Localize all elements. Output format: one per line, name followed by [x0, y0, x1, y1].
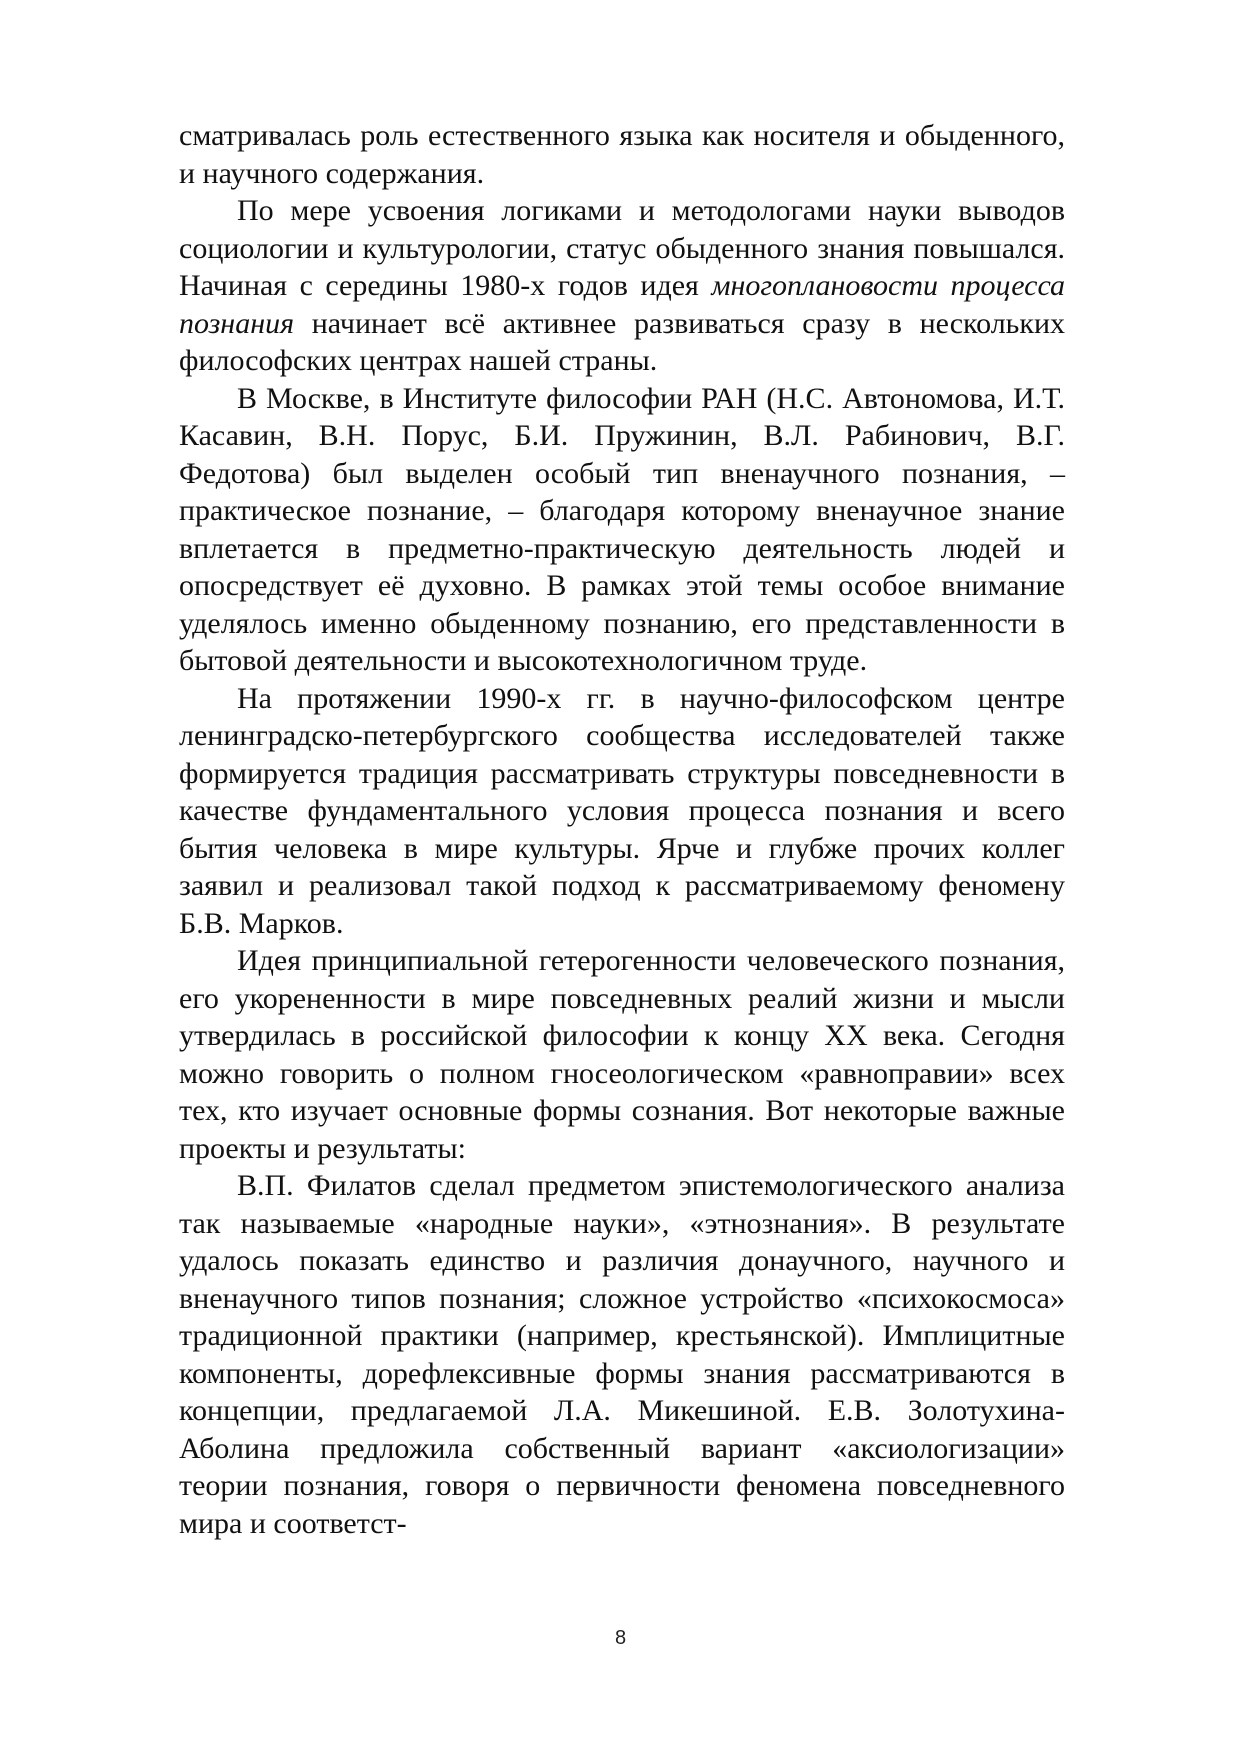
paragraph-3: В Москве, в Институте философии РАН (Н.С. Автономова, И.Т. Касавин, В.Н. Порус, Б.И. Пружинин, В.Л. Рабинович, В.Г. Федотова) был выделен особый тип вненаучного познания, – практическое познание, – благодаря которому вненаучное знание вплетается в предметно-практическую деятельность людей и опосредствует её духовно. В рамках этой темы особое внимание уделялось именно обыденному познанию, его представленности в бытовой деятельности и высокотехнологичном труде.: [179, 381, 1065, 677]
page-number: 8: [614, 1627, 627, 1649]
body-text: [179, 117, 1065, 1542]
paragraph-5: Идея принципиальной гетерогенности человеческого познания, его укорененности в мире повседневных реалий жизни и мысли утвердилась в российской философии к концу XX века. Сегодня можно говорить о полном гносеологическом «равноправии» всех тех, кто изучает основные формы сознания. Вот некоторые важные проекты и результаты:: [179, 944, 1065, 1165]
paragraph-4: На протяжении 1990-х гг. в научно-философском центре ленинградско-петербургского сообщества исследователей также формируется традиция рассматривать структуры повседневности в качестве фундаментального условия процесса познания и всего бытия человека в мире культуры. Ярче и глубже прочих коллег заявил и реализовал такой подход к рассматриваемому феномену Б.В. Марков.: [179, 681, 1065, 940]
paragraph-2-text-before: По мере усвоения логиками и методологами науки выводов социологии и культурологии, статус обыденного знания повышался. Начиная с середины 1980-х годов идея: [179, 194, 1065, 302]
paragraph-2-text-after: начинает всё активнее развиваться сразу в нескольких философских центрах нашей страны.: [179, 306, 1065, 377]
paragraph-1: сматривалась роль естественного языка как носителя и обыденного, и научного содержания.: [179, 119, 1065, 190]
paragraph-2: [179, 192, 1065, 380]
paragraph-2-italic-term: многоплановости процесса познания: [179, 269, 1065, 340]
paragraph-6: В.П. Филатов сделал предметом эпистемологического анализа так называемые «народные науки», «этнознания». В результате удалось показать единство и различия донаучного, научного и вненаучного типов познания; сложное устройство «психокосмоса» традиционной практики (например, крестьянской). Имплицитные компоненты, дорефлексивные формы знания рассматриваются в концепции, предлагаемой Л.А. Микешиной. Е.В. Золотухина-Аболина предложила собственный вариант «аксиологизации» теории познания, говоря о первичности феномена повседневного мира и соответст-: [179, 1169, 1065, 1540]
